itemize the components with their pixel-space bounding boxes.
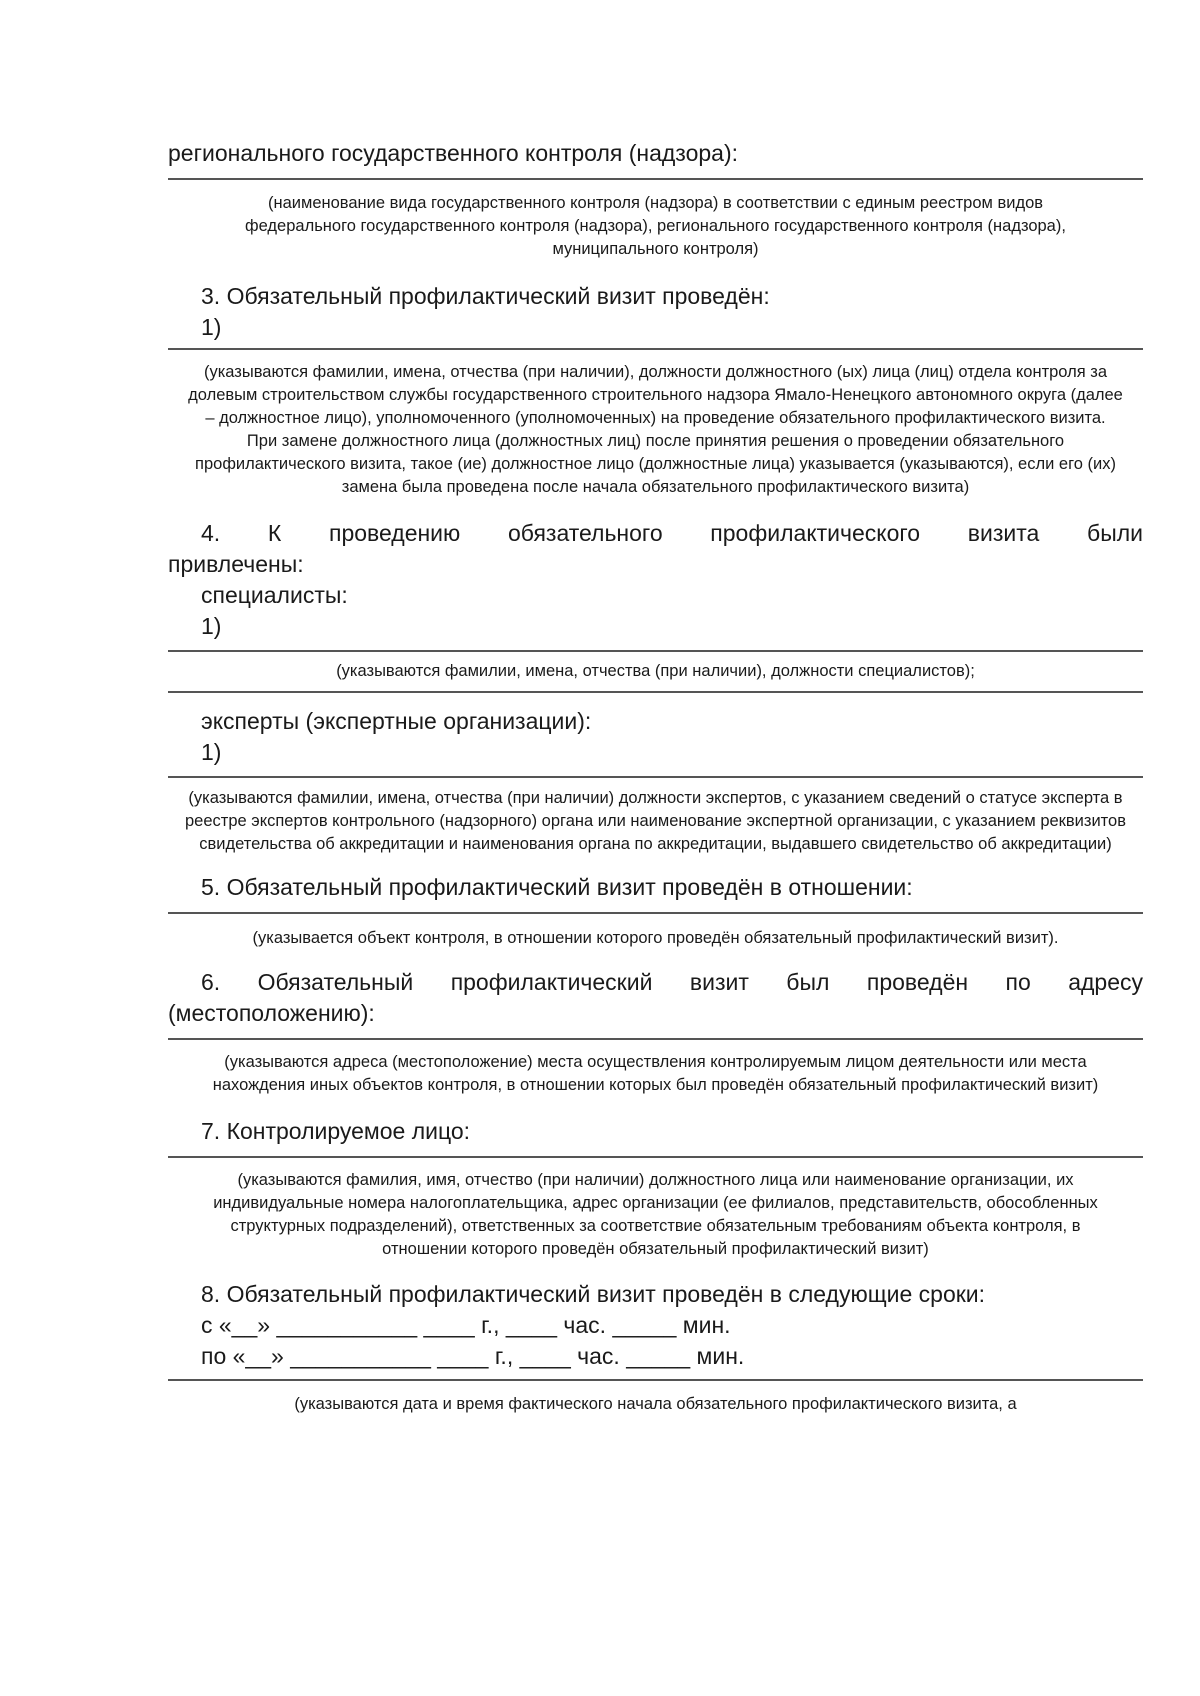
section-4-heading-line1: 4. К проведению обязательного профилактического визита были	[201, 520, 1143, 546]
fill-line	[168, 912, 1143, 914]
section-4-heading-line2: привлечены:	[168, 551, 304, 577]
specialists-label: специалисты:	[201, 582, 348, 608]
fill-line	[168, 691, 1143, 693]
note-person: (указываются фамилия, имя, отчество (при наличии) должностного лица или наименование организации, их индивидуальные номера налогоплательщика, адрес организации (ее филиалов, представительств, обособленных структурных подразделений), ответственных за соответствие обязательным требованиям объекта контроля, в отношении которого проведён обязательный профилактический визит)	[213, 1171, 1098, 1258]
fill-line	[168, 178, 1143, 180]
note-specialists: (указываются фамилии, имена, отчества (при наличии), должности специалистов);	[336, 662, 975, 680]
note-address: (указываются адреса (местоположение) места осуществления контролируемым лицом деятельности или места нахождения иных объектов контроля, в отношении которых был проведён обязательный профилактический визит)	[212, 1053, 1099, 1094]
experts-label: эксперты (экспертные организации):	[201, 708, 592, 734]
period-to: по «__» ___________ ____ г., ____ час. _____ мин.	[201, 1343, 745, 1369]
section-6-heading-line2: (местоположению):	[168, 1000, 375, 1026]
fill-line	[168, 650, 1143, 652]
note-object: (указывается объект контроля, в отношении которого проведён обязательный профилактический визит).	[252, 929, 1059, 947]
section-8-heading: 8. Обязательный профилактический визит проведён в следующие сроки:	[201, 1281, 986, 1307]
fill-line	[168, 1038, 1143, 1040]
note-officials: (указываются фамилии, имена, отчества (при наличии), должности должностного (ых) лица (лиц) отдела контроля за долевым строительством службы государственного строительного надзора Ямало-Ненецкого автономного округа (далее – должностное лицо), уполномоченного (уполномоченных) на проведение обязательного профилактического визита. При замене должностного лица (должностных лиц) после принятия решения о проведении обязательного профилактического визита, такое (ие) должностное лицо (должностные лица) указывается (указываются), если его (их) замена была проведена после начала обязательного профилактического визита)	[188, 363, 1123, 496]
experts-item: 1)	[201, 739, 222, 765]
period-from: с «__» ___________ ____ г., ____ час. _____ мин.	[201, 1312, 731, 1338]
section-3-heading: 3. Обязательный профилактический визит проведён:	[201, 283, 770, 309]
fill-line	[168, 348, 1143, 350]
note-experts: (указываются фамилии, имена, отчества (при наличии) должности экспертов, с указанием сведений о статусе эксперта в реестре экспертов контрольного (надзорного) органа или наименование экспертной организации, с указанием реквизитов свидетельства об аккредитации и наименования органа по аккредитации, выдавшего свидетельство об аккредитации)	[185, 789, 1126, 853]
note-control-type: (наименование вида государственного контроля (надзора) в соответствии с единым реестром видов федерального государственного контроля (надзора), регионального государственного контроля (надзора), муниципального контроля)	[245, 194, 1066, 258]
top-line: регионального государственного контроля (надзора):	[168, 140, 739, 166]
fill-line	[168, 1379, 1143, 1381]
specialists-item: 1)	[201, 613, 222, 639]
section-5-heading: 5. Обязательный профилактический визит проведён в отношении:	[201, 874, 913, 900]
section-3-item: 1)	[201, 314, 222, 340]
fill-line	[168, 776, 1143, 778]
document-body	[168, 138, 1143, 1416]
fill-line	[168, 1156, 1143, 1158]
section-6-heading-line1: 6. Обязательный профилактический визит был проведён по адресу	[201, 969, 1143, 995]
note-dates: (указываются дата и время фактического начала обязательного профилактического визита, а	[294, 1395, 1017, 1413]
section-7-heading: 7. Контролируемое лицо:	[201, 1118, 471, 1144]
